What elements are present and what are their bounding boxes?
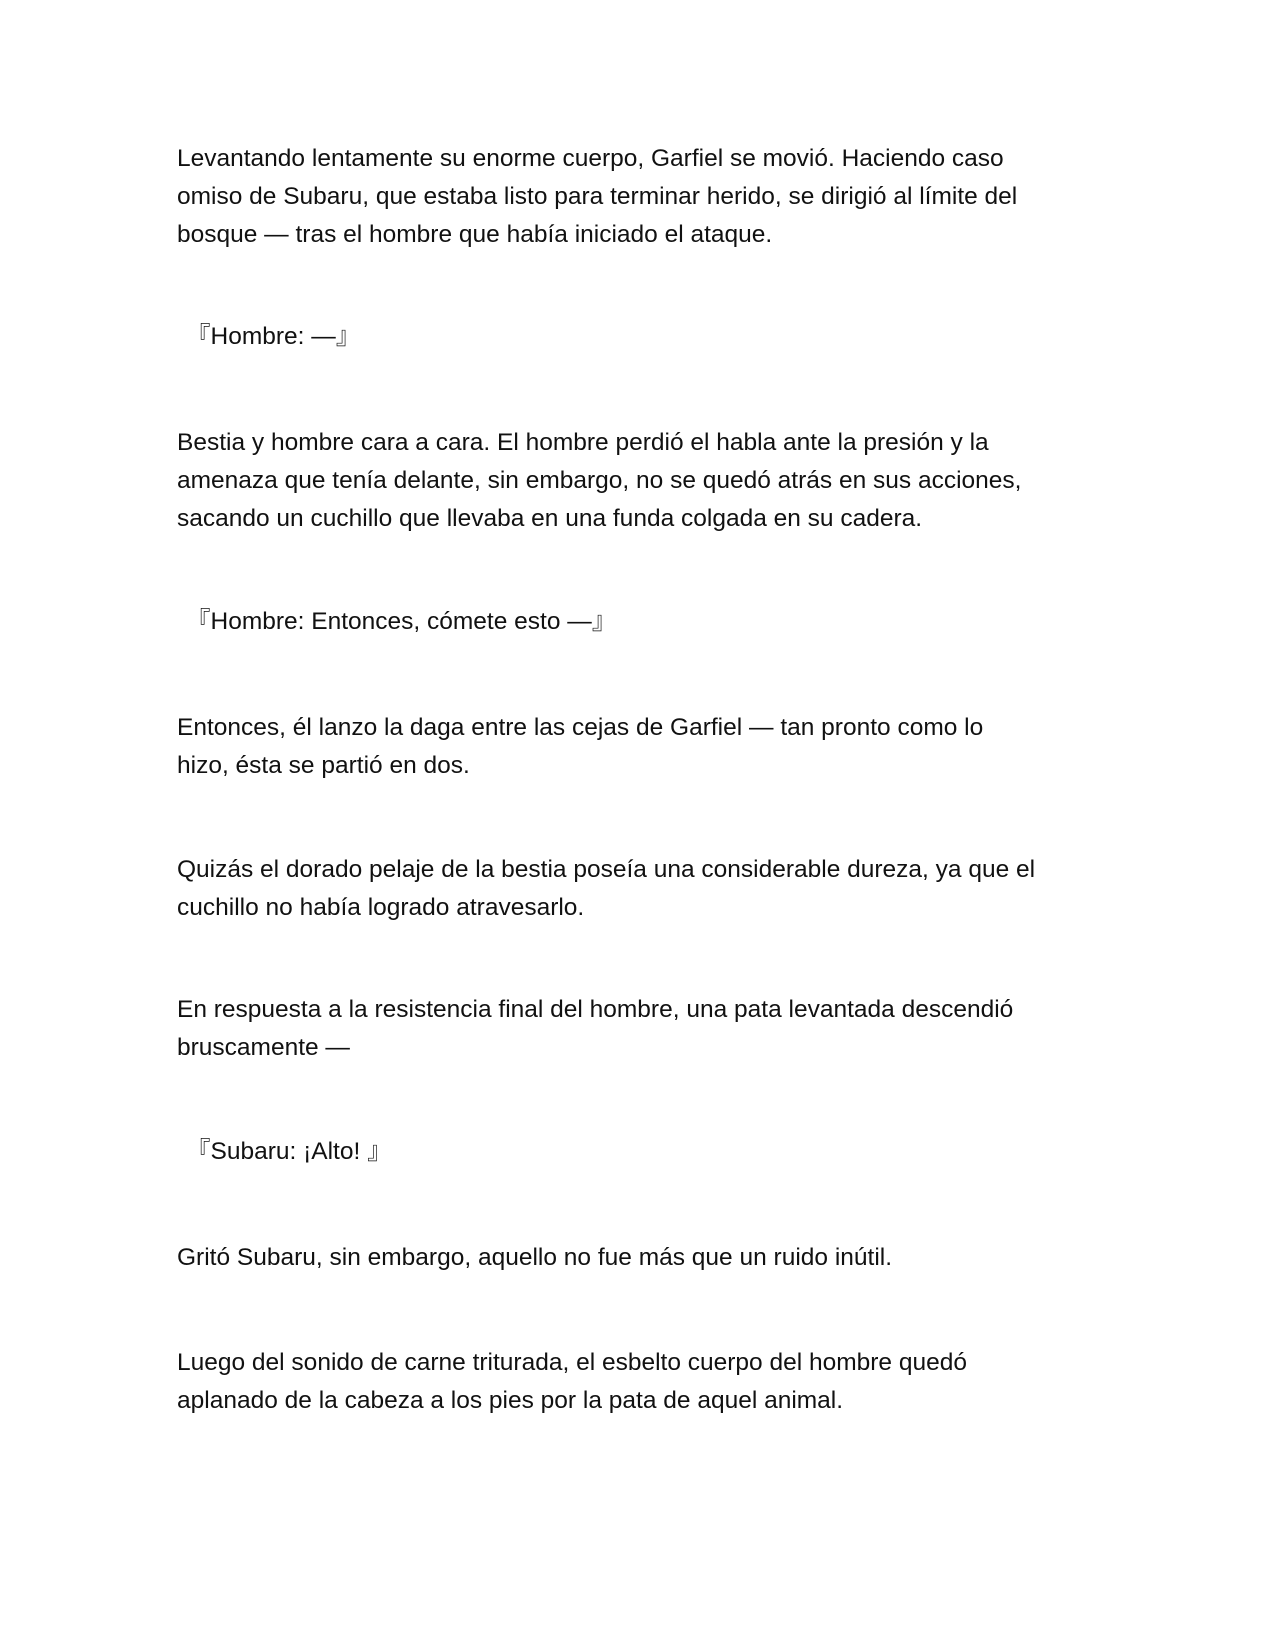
- paragraph-face-to-face: [177, 424, 1117, 538]
- dialogue-line: 『Subaru: ¡Alto! 』: [186, 1138, 392, 1165]
- paragraph-garfiel-moves: [177, 140, 1117, 254]
- text-line: hizo, ésta se partió en dos.: [177, 752, 470, 779]
- text-line: omiso de Subaru, que estaba listo para terminar herido, se dirigió al límite del: [177, 183, 1018, 210]
- dialogue-line: 『Hombre: Entonces, cómete esto —』: [186, 608, 617, 635]
- text-line: Bestia y hombre cara a cara. El hombre perdió el habla ante la presión y la: [177, 429, 989, 456]
- paragraph-paw-descends: [177, 991, 1117, 1067]
- text-line: sacando un cuchillo que llevaba en una funda colgada en su cadera.: [177, 505, 923, 532]
- text-line: bosque — tras el hombre que había iniciado el ataque.: [177, 221, 773, 248]
- paragraph-dagger-thrown: [177, 709, 1117, 785]
- text-line: cuchillo no había logrado atravesarlo.: [177, 894, 585, 921]
- text-line: aplanado de la cabeza a los pies por la pata de aquel animal.: [177, 1387, 844, 1414]
- dialogue-subaru: [186, 1133, 1126, 1171]
- text-line: bruscamente —: [177, 1034, 350, 1061]
- dialogue-hombre-1: [186, 318, 1126, 356]
- paragraph-golden-fur: [177, 851, 1117, 927]
- text-line: Gritó Subaru, sin embargo, aquello no fue más que un ruido inútil.: [177, 1244, 893, 1271]
- text-line: Entonces, él lanzo la daga entre las cejas de Garfiel — tan pronto como lo: [177, 714, 984, 741]
- text-line: Quizás el dorado pelaje de la bestia poseía una considerable dureza, ya que el: [177, 856, 1036, 883]
- text-line: En respuesta a la resistencia final del hombre, una pata levantada descendió: [177, 996, 1014, 1023]
- text-line: amenaza que tenía delante, sin embargo, no se quedó atrás en sus acciones,: [177, 467, 1022, 494]
- dialogue-hombre-2: [186, 603, 1126, 641]
- text-line: Luego del sonido de carne triturada, el esbelto cuerpo del hombre quedó: [177, 1349, 967, 1376]
- dialogue-line: 『Hombre: —』: [186, 323, 361, 350]
- text-line: Levantando lentamente su enorme cuerpo, Garfiel se movió. Haciendo caso: [177, 145, 1004, 172]
- paragraph-man-crushed: [177, 1344, 1117, 1420]
- paragraph-subaru-shouts: [177, 1239, 1117, 1277]
